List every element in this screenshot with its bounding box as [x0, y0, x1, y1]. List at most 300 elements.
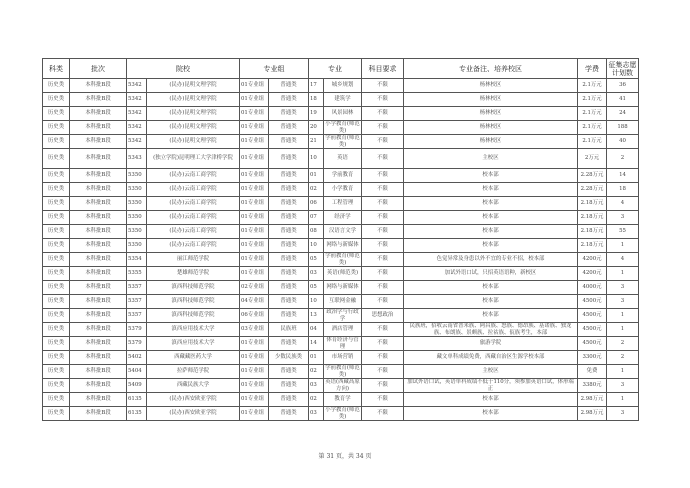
- cell-school-name: 拉萨师范学院: [147, 365, 240, 379]
- table-row: [43, 135, 639, 149]
- cell-batch: 本科批B段: [70, 169, 127, 183]
- cell-group-type: 普通类: [269, 239, 309, 253]
- cell-batch: 本科批B段: [70, 79, 127, 93]
- cell-plan-count: 36: [607, 79, 639, 93]
- cell-major-name: 经济学: [324, 211, 362, 225]
- cell-school-name: 楚雄师范学院: [147, 267, 240, 281]
- cell-school-code: 5354: [127, 253, 147, 267]
- cell-tuition: 2.18万元: [578, 239, 607, 253]
- cell-category: 历史类: [43, 323, 70, 337]
- cell-group-type: 普通类: [269, 183, 309, 197]
- cell-remarks: 加试外语口试，只招英语语种，新校区: [404, 267, 578, 281]
- cell-plan-count: 3: [607, 379, 639, 393]
- cell-tuition: 4200元: [578, 267, 607, 281]
- cell-category: 历史类: [43, 393, 70, 407]
- cell-major-code: 01: [309, 351, 324, 365]
- cell-group-type: 普通类: [269, 169, 309, 183]
- cell-group-type: 普通类: [269, 281, 309, 295]
- cell-group-type: 普通类: [269, 393, 309, 407]
- cell-group-type: 普通类: [269, 407, 309, 421]
- cell-batch: 本科批B段: [70, 365, 127, 379]
- cell-remarks: 杨林校区: [404, 135, 578, 149]
- cell-tuition: 2.28万元: [578, 183, 607, 197]
- cell-school-code: 5350: [127, 225, 147, 239]
- cell-remarks: 校本部: [404, 393, 578, 407]
- cell-school-name: (民办)云南工商学院: [147, 225, 240, 239]
- cell-major-code: 17: [309, 79, 324, 93]
- cell-plan-count: 2: [607, 351, 639, 365]
- cell-group: 01专业组: [240, 183, 269, 197]
- cell-batch: 本科批B段: [70, 323, 127, 337]
- cell-category: 历史类: [43, 107, 70, 121]
- cell-category: 历史类: [43, 407, 70, 421]
- cell-batch: 本科批B段: [70, 393, 127, 407]
- table-row: [43, 211, 639, 225]
- cell-batch: 本科批B段: [70, 295, 127, 309]
- cell-tuition: 3300元: [578, 351, 607, 365]
- cell-school-code: 5402: [127, 351, 147, 365]
- cell-group: 01专业组: [240, 379, 269, 393]
- cell-tuition: 4500元: [578, 337, 607, 351]
- cell-subject-req: 不限: [362, 107, 404, 121]
- cell-tuition: 4500元: [578, 323, 607, 337]
- cell-plan-count: 188: [607, 121, 639, 135]
- table-row: [43, 183, 639, 197]
- cell-major-name: 风景园林: [324, 107, 362, 121]
- cell-plan-count: 14: [607, 169, 639, 183]
- cell-school-code: 5357: [127, 309, 147, 323]
- cell-category: 历史类: [43, 183, 70, 197]
- cell-batch: 本科批B段: [70, 135, 127, 149]
- cell-category: 历史类: [43, 309, 70, 323]
- cell-remarks: 杨林校区: [404, 93, 578, 107]
- cell-plan-count: 3: [607, 281, 639, 295]
- cell-major-code: 20: [309, 121, 324, 135]
- cell-tuition: 2.1万元: [578, 107, 607, 121]
- cell-group: 01专业组: [240, 169, 269, 183]
- cell-remarks: 主校区: [404, 149, 578, 169]
- cell-major-name: 小学教育(师范类): [325, 407, 360, 420]
- cell-school-name: (民办)昆明文理学院: [147, 93, 240, 107]
- table-row: [43, 379, 639, 393]
- cell-group: 01专业组: [240, 407, 269, 421]
- cell-school-code: 5379: [127, 337, 147, 351]
- cell-major-code: 03: [309, 379, 324, 393]
- cell-school-code: 5379: [127, 323, 147, 337]
- cell-category: 历史类: [43, 121, 70, 135]
- cell-subject-req: 不限: [362, 365, 404, 379]
- table-row: [43, 351, 639, 365]
- cell-school-name: (民办)云南工商学院: [147, 183, 240, 197]
- cell-category: 历史类: [43, 351, 70, 365]
- cell-category: 历史类: [43, 135, 70, 149]
- header-batch: 批次: [70, 59, 127, 79]
- cell-school-code: 5342: [127, 93, 147, 107]
- cell-school-name: 西藏藏医药大学: [147, 351, 240, 365]
- cell-major-name: 酒店管理: [324, 323, 362, 337]
- cell-subject-req: 不限: [362, 197, 404, 211]
- cell-category: 历史类: [43, 225, 70, 239]
- cell-group: 01专业组: [240, 197, 269, 211]
- cell-major-code: 07: [309, 211, 324, 225]
- cell-tuition: 2.98万元: [578, 407, 607, 421]
- table-row: [43, 337, 639, 351]
- cell-group: 04专业组: [240, 295, 269, 309]
- table-row: [43, 79, 639, 93]
- cell-major-name: 学前教育(师范类): [325, 365, 360, 378]
- cell-category: 历史类: [43, 337, 70, 351]
- cell-subject-req: 不限: [362, 281, 404, 295]
- cell-school-code: 5404: [127, 365, 147, 379]
- cell-remarks: 校本部: [404, 239, 578, 253]
- cell-category: 历史类: [43, 281, 70, 295]
- cell-batch: 本科批B段: [70, 183, 127, 197]
- cell-subject-req: 不限: [362, 253, 404, 267]
- header-plan-count: 征集志愿计划数: [608, 60, 637, 77]
- cell-category: 历史类: [43, 197, 70, 211]
- table-row: [43, 309, 639, 323]
- cell-school-code: 5343: [127, 149, 147, 169]
- cell-remarks: 校本部: [404, 211, 578, 225]
- table-row: [43, 253, 639, 267]
- cell-school-code: 5409: [127, 379, 147, 393]
- cell-subject-req: 不限: [362, 337, 404, 351]
- cell-batch: 本科批B段: [70, 407, 127, 421]
- cell-group-type: 普通类: [269, 121, 309, 135]
- cell-batch: 本科批B段: [70, 149, 127, 169]
- cell-school-name: (民办)昆明文理学院: [147, 121, 240, 135]
- cell-school-name: (民办)云南工商学院: [147, 197, 240, 211]
- cell-school-name: 滇西科技师范学院: [147, 281, 240, 295]
- cell-major-code: 18: [309, 93, 324, 107]
- cell-group-type: 普通类: [269, 93, 309, 107]
- cell-tuition: 2.1万元: [578, 93, 607, 107]
- cell-subject-req: 不限: [362, 407, 404, 421]
- cell-batch: 本科批B段: [70, 267, 127, 281]
- cell-major-name: 英语(西藏高原方向): [325, 379, 360, 392]
- cell-group-type: 普通类: [269, 149, 309, 169]
- cell-group: 01专业组: [240, 253, 269, 267]
- cell-group: 01专业组: [240, 79, 269, 93]
- cell-school-name: (民办)云南工商学院: [147, 239, 240, 253]
- cell-tuition: 2.18万元: [578, 225, 607, 239]
- cell-group: 01专业组: [240, 225, 269, 239]
- cell-school-name: 滇西科技师范学院: [147, 309, 240, 323]
- cell-school-name: (民办)昆明文理学院: [147, 79, 240, 93]
- table-row: [43, 267, 639, 281]
- cell-group-type: 普通类: [269, 197, 309, 211]
- cell-subject-req: 不限: [362, 93, 404, 107]
- cell-plan-count: 55: [607, 225, 639, 239]
- cell-major-code: 04: [309, 323, 324, 337]
- cell-major-name: 学前教育: [324, 169, 362, 183]
- cell-major-code: 08: [309, 225, 324, 239]
- cell-remarks: 校本部: [404, 281, 578, 295]
- cell-school-code: 5342: [127, 135, 147, 149]
- cell-plan-count: 1: [607, 239, 639, 253]
- cell-school-name: 滇西应用技术大学: [147, 323, 240, 337]
- cell-major-code: 14: [309, 337, 324, 351]
- cell-subject-req: 不限: [362, 211, 404, 225]
- cell-major-name: 城乡规划: [324, 79, 362, 93]
- cell-major-code: 05: [309, 281, 324, 295]
- cell-batch: 本科批B段: [70, 309, 127, 323]
- cell-plan-count: 1: [607, 323, 639, 337]
- cell-remarks: 校本部: [404, 183, 578, 197]
- cell-group-type: 少数民族类: [269, 351, 309, 365]
- header-subject-req: 科目要求: [362, 59, 404, 79]
- cell-major-code: 01: [309, 169, 324, 183]
- table-row: [43, 93, 639, 107]
- table-row: [43, 197, 639, 211]
- cell-subject-req: 不限: [362, 267, 404, 281]
- cell-school-name: (民办)昆明文理学院: [147, 107, 240, 121]
- cell-group-type: 普通类: [269, 365, 309, 379]
- cell-tuition: 2万元: [578, 149, 607, 169]
- cell-group-type: 普通类: [269, 309, 309, 323]
- cell-plan-count: 18: [607, 183, 639, 197]
- cell-major-name: 市场营销: [324, 351, 362, 365]
- cell-major-name: 学前教育(师范类): [325, 253, 360, 266]
- cell-school-code: 5350: [127, 239, 147, 253]
- cell-school-code: 6135: [127, 393, 147, 407]
- cell-tuition: 免费: [578, 365, 607, 379]
- cell-school-name: (民办)云南工商学院: [147, 211, 240, 225]
- cell-category: 历史类: [43, 169, 70, 183]
- header-tuition: 学费: [578, 59, 607, 79]
- cell-batch: 本科批B段: [70, 107, 127, 121]
- cell-category: 历史类: [43, 239, 70, 253]
- cell-school-code: 5355: [127, 267, 147, 281]
- cell-major-code: 03: [309, 407, 324, 421]
- cell-remarks: 色觉异常及身患以外不宜的专业不招，校本部: [404, 253, 578, 267]
- cell-batch: 本科批B段: [70, 239, 127, 253]
- header-category: 科类: [43, 59, 70, 79]
- cell-batch: 本科批B段: [70, 225, 127, 239]
- cell-tuition: 2.1万元: [578, 79, 607, 93]
- cell-group-type: 民族班: [269, 323, 309, 337]
- cell-subject-req: 不限: [362, 323, 404, 337]
- cell-major-name: 学前教育(师范类): [325, 135, 360, 148]
- cell-school-code: 5350: [127, 169, 147, 183]
- cell-school-name: 滇西科技师范学院: [147, 295, 240, 309]
- cell-group-type: 普通类: [269, 253, 309, 267]
- cell-group-type: 普通类: [269, 135, 309, 149]
- cell-tuition: 2.98万元: [578, 393, 607, 407]
- cell-plan-count: 1: [607, 267, 639, 281]
- cell-group: 01专业组: [240, 121, 269, 135]
- cell-category: 历史类: [43, 79, 70, 93]
- cell-category: 历史类: [43, 365, 70, 379]
- cell-group: 01专业组: [240, 365, 269, 379]
- header-school: 院校: [127, 59, 240, 79]
- cell-group: 01专业组: [240, 93, 269, 107]
- cell-batch: 本科批B段: [70, 211, 127, 225]
- cell-remarks: 校本部: [404, 309, 578, 323]
- cell-school-code: 5357: [127, 281, 147, 295]
- cell-major-name: 建筑学: [324, 93, 362, 107]
- cell-major-name: 互联网金融: [324, 295, 362, 309]
- cell-major-code: 06: [309, 197, 324, 211]
- cell-remarks: 藏文单科成绩免费，西藏自治区生源学校本部: [404, 351, 578, 365]
- cell-group: 01专业组: [240, 393, 269, 407]
- cell-plan-count: 3: [607, 407, 639, 421]
- cell-major-name: 小学教育(师范类): [325, 121, 360, 134]
- cell-remarks: 民族班，招收云南省普米族、阿昌族、怒族、德昂族、基诺族、独龙族、布朗族、景颇族、拉祜族、佤族考生，本部: [404, 323, 578, 337]
- cell-major-code: 21: [309, 135, 324, 149]
- cell-group: 01专业组: [240, 135, 269, 149]
- cell-subject-req: 不限: [362, 121, 404, 135]
- cell-school-name: (民办)西安欧亚学院: [147, 407, 240, 421]
- cell-school-name: (民办)昆明文理学院: [147, 135, 240, 149]
- cell-plan-count: 24: [607, 107, 639, 121]
- cell-group: 03专业组: [240, 323, 269, 337]
- cell-plan-count: 1: [607, 393, 639, 407]
- cell-remarks: 杨林校区: [404, 107, 578, 121]
- cell-subject-req: 不限: [362, 239, 404, 253]
- cell-subject-req: 不限: [362, 225, 404, 239]
- cell-group-type: 普通类: [269, 211, 309, 225]
- cell-group: 01专业组: [240, 239, 269, 253]
- cell-remarks: 加试外语口试，英语单科成绩不低于110分，须参加英语口试，体形端正: [404, 379, 578, 393]
- cell-major-name: 网络与新媒体: [324, 281, 362, 295]
- cell-tuition: 4000元: [578, 281, 607, 295]
- cell-group: 01专业组: [240, 337, 269, 351]
- cell-plan-count: 4: [607, 253, 639, 267]
- cell-subject-req: 不限: [362, 79, 404, 93]
- cell-plan-count: 40: [607, 135, 639, 149]
- cell-category: 历史类: [43, 267, 70, 281]
- cell-remarks: 校本部: [404, 197, 578, 211]
- cell-major-name: 体育经济与管理: [324, 337, 362, 351]
- table-row: [43, 149, 639, 169]
- table-body: [43, 79, 639, 421]
- cell-remarks: 旅游学院: [404, 337, 578, 351]
- table-row: [43, 225, 639, 239]
- cell-school-code: 5342: [127, 121, 147, 135]
- cell-major-name: 工程管理: [324, 197, 362, 211]
- table-row: [43, 169, 639, 183]
- cell-tuition: 4500元: [578, 295, 607, 309]
- cell-remarks: 杨林校区: [404, 79, 578, 93]
- cell-category: 历史类: [43, 149, 70, 169]
- cell-group: 01专业组: [240, 149, 269, 169]
- cell-plan-count: 3: [607, 211, 639, 225]
- cell-school-name: (民办)西安欧亚学院: [147, 393, 240, 407]
- cell-tuition: 2.18万元: [578, 197, 607, 211]
- cell-group: 01专业组: [240, 351, 269, 365]
- cell-school-code: 5342: [127, 79, 147, 93]
- cell-school-code: 5342: [127, 107, 147, 121]
- header-row: [43, 59, 639, 79]
- cell-plan-count: 41: [607, 93, 639, 107]
- cell-tuition: 2.28万元: [578, 169, 607, 183]
- cell-subject-req: 不限: [362, 169, 404, 183]
- cell-group: 06专业组: [240, 309, 269, 323]
- cell-major-name: 教育学: [324, 393, 362, 407]
- cell-category: 历史类: [43, 379, 70, 393]
- cell-major-code: 13: [309, 309, 324, 323]
- cell-subject-req: 不限: [362, 379, 404, 393]
- cell-subject-req: 不限: [362, 135, 404, 149]
- table-row: [43, 407, 639, 421]
- cell-major-name: 英语: [324, 149, 362, 169]
- cell-group: 01专业组: [240, 267, 269, 281]
- cell-tuition: 3380元: [578, 379, 607, 393]
- cell-major-name: 小学教育: [324, 183, 362, 197]
- cell-remarks: 校本部: [404, 169, 578, 183]
- cell-school-code: 5350: [127, 183, 147, 197]
- cell-group-type: 普通类: [269, 295, 309, 309]
- cell-remarks: 校本部: [404, 407, 578, 421]
- cell-school-name: 滇西应用技术大学: [147, 337, 240, 351]
- header-major: 专业: [309, 59, 362, 79]
- cell-plan-count: 1: [607, 309, 639, 323]
- cell-batch: 本科批B段: [70, 351, 127, 365]
- cell-remarks: 校本部: [404, 295, 578, 309]
- cell-major-code: 03: [309, 267, 324, 281]
- cell-category: 历史类: [43, 253, 70, 267]
- cell-tuition: 2.1万元: [578, 135, 607, 149]
- cell-major-code: 05: [309, 253, 324, 267]
- cell-group: 02专业组: [240, 281, 269, 295]
- header-major-group: 专业组: [240, 59, 309, 79]
- cell-batch: 本科批B段: [70, 337, 127, 351]
- header-remarks: 专业备注、培养校区: [404, 59, 578, 79]
- table-row: [43, 295, 639, 309]
- cell-school-name: 西藏民族大学: [147, 379, 240, 393]
- cell-remarks: 杨林校区: [404, 121, 578, 135]
- cell-group-type: 普通类: [269, 379, 309, 393]
- table-row: [43, 323, 639, 337]
- cell-tuition: 4500元: [578, 309, 607, 323]
- cell-major-code: 19: [309, 107, 324, 121]
- table-row: [43, 393, 639, 407]
- cell-subject-req: 不限: [362, 295, 404, 309]
- table-row: [43, 239, 639, 253]
- cell-plan-count: 2: [607, 337, 639, 351]
- cell-school-name: (民办)云南工商学院: [147, 169, 240, 183]
- table-row: [43, 121, 639, 135]
- cell-school-name: (独立学院)昆明理工大学津桥学院: [147, 149, 240, 169]
- cell-group-type: 普通类: [269, 107, 309, 121]
- cell-tuition: 2.18万元: [578, 211, 607, 225]
- cell-subject-req: 不限: [362, 393, 404, 407]
- cell-group-type: 普通类: [269, 79, 309, 93]
- cell-major-code: 10: [309, 239, 324, 253]
- cell-major-name: 汉语言文学: [324, 225, 362, 239]
- cell-category: 历史类: [43, 211, 70, 225]
- cell-subject-req: 不限: [362, 351, 404, 365]
- cell-plan-count: 1: [607, 365, 639, 379]
- cell-batch: 本科批B段: [70, 121, 127, 135]
- cell-major-code: 02: [309, 183, 324, 197]
- cell-batch: 本科批B段: [70, 253, 127, 267]
- cell-plan-count: 4: [607, 197, 639, 211]
- cell-school-code: 5357: [127, 295, 147, 309]
- cell-group-type: 普通类: [269, 225, 309, 239]
- cell-major-code: 10: [309, 149, 324, 169]
- table-row: [43, 107, 639, 121]
- cell-major-name: 网络与新媒体: [324, 239, 362, 253]
- cell-group-type: 普通类: [269, 337, 309, 351]
- enrollment-table: [42, 58, 639, 421]
- cell-remarks: 主校区: [404, 365, 578, 379]
- cell-group: 01专业组: [240, 107, 269, 121]
- cell-subject-req: 不限: [362, 183, 404, 197]
- cell-school-code: 6135: [127, 407, 147, 421]
- cell-subject-req: 不限: [362, 149, 404, 169]
